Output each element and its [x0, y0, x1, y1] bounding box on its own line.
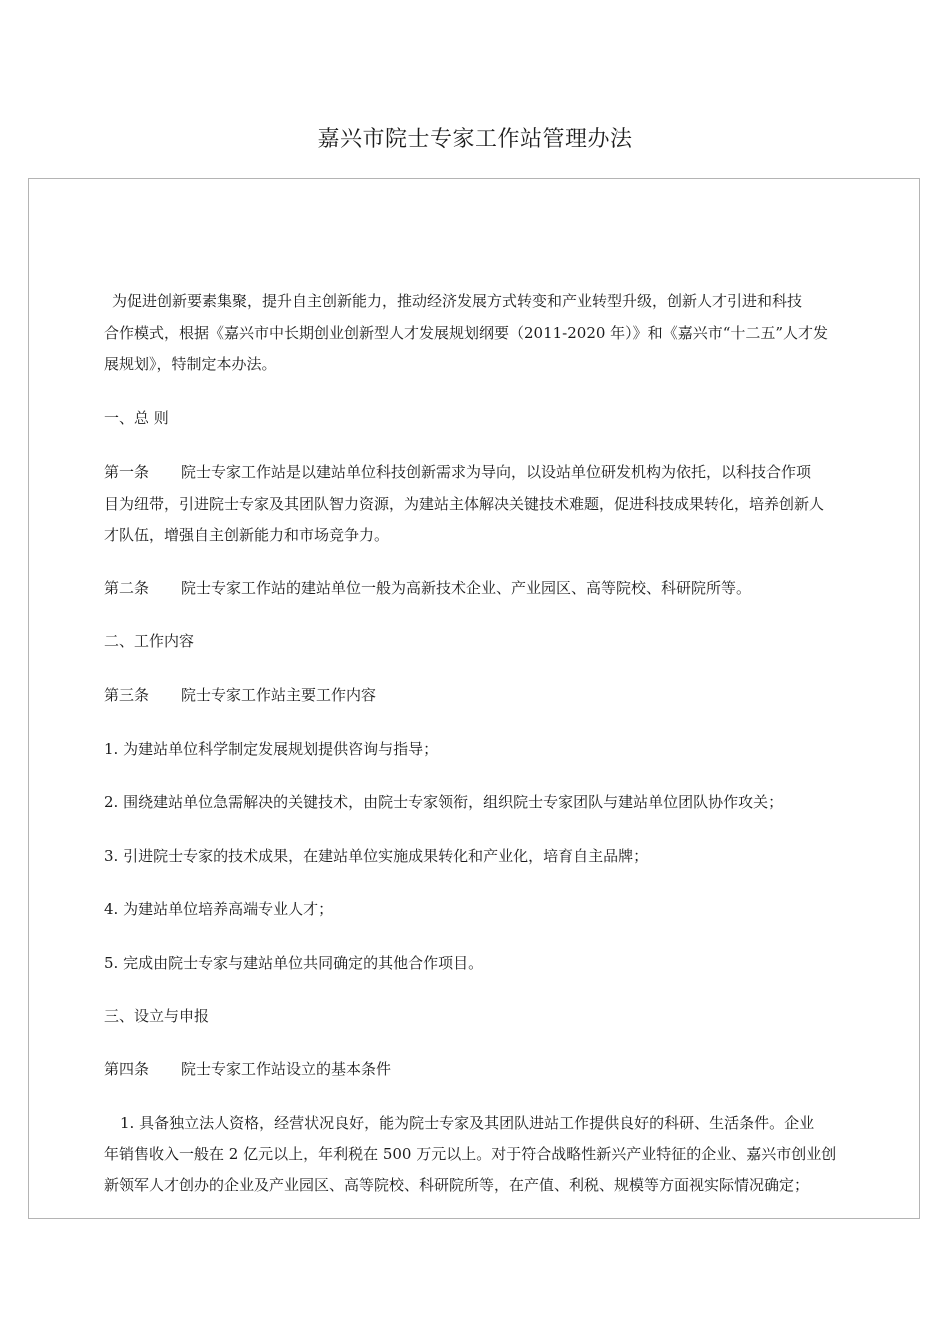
preamble-line-3: 展规划》，特制定本办法。 — [104, 355, 277, 373]
section-heading-setup: 三、设立与申报 — [104, 1007, 210, 1025]
article-3 — [104, 680, 882, 712]
article-1-line-3: 才队伍，增强自主创新能力和市场竞争力。 — [104, 526, 390, 544]
condition-1-line-3: 新领军人才创办的企业及产业园区、高等院校、科研院所等，在产值、利税、规模等方面视实际情况确定； — [104, 1176, 810, 1194]
article-1-line-1: 院士专家工作站是以建站单位科技创新需求为导向，以设站单位研发机构为依托，以科技合作项 — [181, 463, 812, 481]
work-item-4: 4. 为建站单位培养高端专业人才； — [104, 900, 334, 918]
condition-1-line-2: 年销售收入一般在 2 亿元以上，年利税在 500 万元以上。对于符合战略性新兴产业特征的企业、嘉兴市创业创 — [104, 1145, 837, 1163]
condition-1-line-1: 1. 具备独立法人资格，经营状况良好，能为院士专家及其团队进站工作提供良好的科研、生活条件。企业 — [120, 1114, 815, 1132]
work-item-2: 2. 围绕建站单位急需解决的关键技术，由院士专家领衔，组织院士专家团队与建站单位团队协作攻关； — [104, 793, 784, 811]
section-heading-general: 一、总 则 — [104, 409, 169, 427]
article-2-label: 第二条 — [104, 579, 150, 597]
article-4 — [104, 1054, 882, 1086]
article-1-label: 第一条 — [104, 463, 150, 481]
preamble-line-1: 为促进创新要素集聚，提升自主创新能力，推动经济发展方式转变和产业转型升级，创新人才引进和科技 — [112, 292, 803, 310]
preamble-line-2: 合作模式，根据《嘉兴市中长期创业创新型人才发展规划纲要（2011-2020 年）》和《嘉兴市“十二五”人才发 — [104, 324, 829, 342]
article-4-text: 院士专家工作站设立的基本条件 — [181, 1060, 392, 1078]
article-3-text: 院士专家工作站主要工作内容 — [181, 686, 377, 704]
article-1-line-2: 目为纽带，引进院士专家及其团队智力资源，为建站主体解决关键技术难题，促进科技成果转化，培养创新人 — [104, 495, 825, 513]
article-1 — [104, 457, 882, 489]
work-item-3: 3. 引进院士专家的技术成果，在建站单位实施成果转化和产业化，培育自主品牌； — [104, 847, 649, 865]
article-3-label: 第三条 — [104, 686, 150, 704]
article-2-text: 院士专家工作站的建站单位一般为高新技术企业、产业园区、高等院校、科研院所等。 — [181, 579, 752, 597]
article-4-label: 第四条 — [104, 1060, 150, 1078]
work-item-5: 5. 完成由院士专家与建站单位共同确定的其他合作项目。 — [104, 954, 484, 972]
section-heading-work-content: 二、工作内容 — [104, 632, 195, 650]
article-2 — [104, 573, 882, 605]
work-item-1: 1. 为建站单位科学制定发展规划提供咨询与指导； — [104, 740, 439, 758]
document-title: 嘉兴市院士专家工作站管理办法 — [317, 127, 633, 152]
